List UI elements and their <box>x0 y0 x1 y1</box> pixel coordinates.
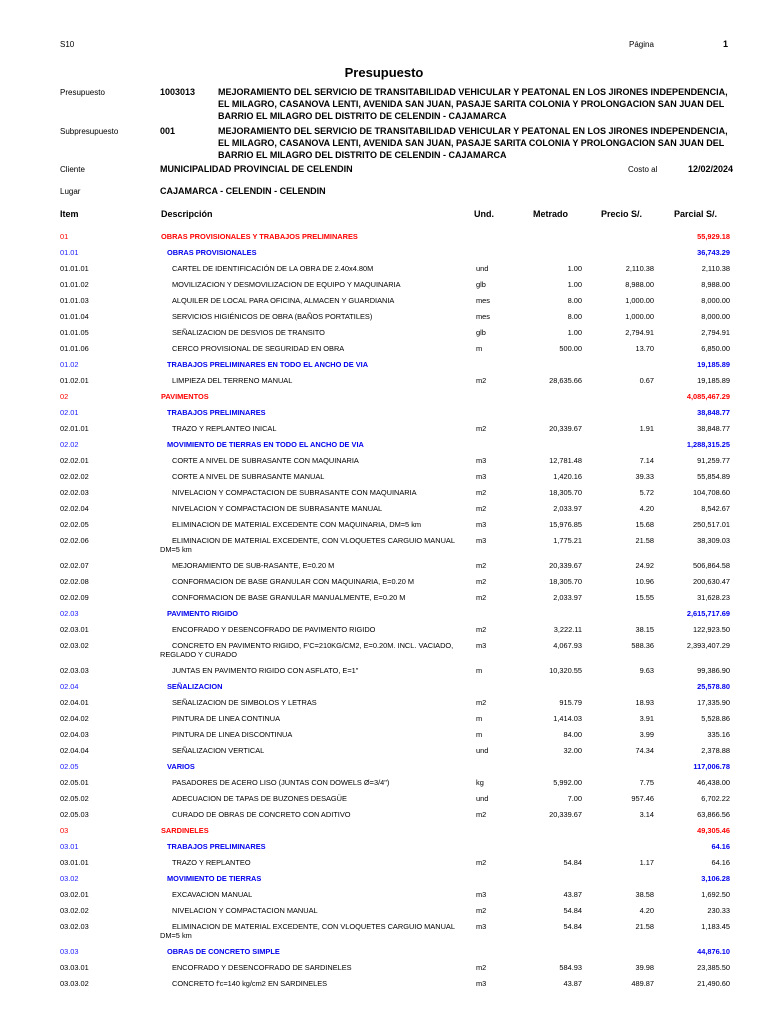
cell-unit: m2 <box>476 858 487 867</box>
cell-description: TRAZO Y REPLANTEO INICAL <box>172 424 277 433</box>
cell-description-continued: REGLADO Y CURADO <box>160 650 237 659</box>
cell-description: CONFORMACION DE BASE GRANULAR CON MAQUINARIA, E=0.20 M <box>172 577 415 586</box>
cell-metrado: 20,339.67 <box>549 810 582 819</box>
cell-description: SERVICIOS HIGIÉNICOS DE OBRA (BAÑOS PORTATILES) <box>172 312 373 321</box>
cell-description: ALQUILER DE LOCAL PARA OFICINA, ALMACEN Y GUARDIANIA <box>172 296 395 305</box>
cell-item: 03.03 <box>60 947 79 956</box>
cell-metrado: 5,992.00 <box>553 778 582 787</box>
cell-parcial: 6,850.00 <box>701 344 730 353</box>
cell-description: SARDINELES <box>161 826 209 835</box>
cell-description: ELIMINACION DE MATERIAL EXCEDENTE CON MAQUINARIA, DM=5 km <box>172 520 422 529</box>
cell-parcial: 55,929.18 <box>697 232 730 241</box>
cell-unit: m2 <box>476 625 487 634</box>
cell-parcial: 31,628.23 <box>697 593 730 602</box>
cell-unit: m3 <box>476 641 487 650</box>
column-header-precio: Precio S/. <box>601 209 643 219</box>
cell-parcial: 5,528.86 <box>701 714 730 723</box>
cell-description: JUNTAS EN PAVIMENTO RIGIDO CON ASFLATO, E=1" <box>172 666 359 675</box>
cell-item: 02.04 <box>60 682 79 691</box>
cell-item: 02.02.02 <box>60 472 89 481</box>
cell-description-continued: DM=5 km <box>160 545 192 554</box>
cell-parcial: 6,702.22 <box>701 794 730 803</box>
cell-description: TRABAJOS PRELIMINARES EN TODO EL ANCHO DE VIA <box>167 360 369 369</box>
cell-unit: m3 <box>476 536 487 545</box>
cell-parcial: 1,183.45 <box>701 922 730 931</box>
cell-description: ADECUACION DE TAPAS DE BUZONES DESAGÜE <box>172 794 347 803</box>
cell-description: NIVELACION Y COMPACTACION MANUAL <box>172 906 318 915</box>
cell-unit: m2 <box>476 577 487 586</box>
cell-unit: m <box>476 344 483 353</box>
cell-description: SEÑALIZACION <box>167 682 223 691</box>
cell-item: 01.01.05 <box>60 328 89 337</box>
cell-description: CARTEL DE IDENTIFICACIÓN DE LA OBRA DE 2.40x4.80M <box>172 264 374 273</box>
cell-description: TRABAJOS PRELIMINARES <box>167 408 266 417</box>
cell-precio: 18.93 <box>635 698 654 707</box>
cell-parcial: 104,708.60 <box>693 488 730 497</box>
cell-parcial: 2,378.88 <box>701 746 730 755</box>
cell-metrado: 54.84 <box>563 858 582 867</box>
column-header-und: Und. <box>474 209 494 219</box>
cell-metrado: 2,033.97 <box>553 504 582 513</box>
cell-parcial: 8,000.00 <box>701 312 730 321</box>
cell-precio: 7.14 <box>639 456 654 465</box>
column-header-item: Item <box>60 209 79 219</box>
cell-metrado: 7.00 <box>567 794 582 803</box>
cell-metrado: 18,305.70 <box>549 488 582 497</box>
cell-description: NIVELACION Y COMPACTACION DE SUBRASANTE MANUAL <box>172 504 383 513</box>
cell-parcial: 36,743.29 <box>697 248 730 257</box>
cell-precio: 5.72 <box>639 488 654 497</box>
cell-item: 03.02.03 <box>60 922 89 931</box>
cell-unit: mes <box>476 312 490 321</box>
cell-unit: m2 <box>476 698 487 707</box>
cell-unit: m2 <box>476 424 487 433</box>
cell-unit: kg <box>476 778 484 787</box>
cell-item: 02.01.01 <box>60 424 89 433</box>
subpresupuesto-label: Subpresupuesto <box>60 127 119 136</box>
cell-item: 03.03.01 <box>60 963 89 972</box>
cell-metrado: 4,067.93 <box>553 641 582 650</box>
cell-precio: 3.99 <box>639 730 654 739</box>
cell-parcial: 21,490.60 <box>697 979 730 988</box>
cell-item: 02.02.09 <box>60 593 89 602</box>
cell-parcial: 17,335.90 <box>697 698 730 707</box>
cell-metrado: 1,775.21 <box>553 536 582 545</box>
cell-parcial: 335.16 <box>707 730 730 739</box>
cell-item: 02.02.04 <box>60 504 89 513</box>
cliente-label: Cliente <box>60 165 85 174</box>
cell-parcial: 19,185.89 <box>697 360 730 369</box>
cell-description: MOVILIZACION Y DESMOVILIZACION DE EQUIPO Y MAQUINARIA <box>172 280 401 289</box>
cell-description: CONCRETO f'c=140 kg/cm2 EN SARDINELES <box>172 979 328 988</box>
cell-unit: m2 <box>476 593 487 602</box>
subpresupuesto-description: MEJORAMIENTO DEL SERVICIO DE TRANSITABILIDAD VEHICULAR Y PEATONAL EN LOS JIRONES INDEPENDENCIA, EL MILAGRO, CASANOVA LENTI, AVENIDA SAN JUAN, PASAJE SARITA COLONIA Y PROLONGACION SAN JUAN DEL BARRIO EL MILAGRO DEL DISTRITO DE CELENDIN - CAJAMARCA <box>218 126 728 160</box>
cell-description: MOVIMIENTO DE TIERRAS <box>167 874 262 883</box>
cell-parcial: 38,848.77 <box>697 408 730 417</box>
subpresupuesto-code: 001 <box>160 126 176 136</box>
cell-precio: 8,988.00 <box>625 280 654 289</box>
cell-metrado: 1.00 <box>567 264 582 273</box>
cell-description: ENCOFRADO Y DESENCOFRADO DE SARDINELES <box>172 963 352 972</box>
cell-item: 02.02.05 <box>60 520 89 529</box>
cell-metrado: 54.84 <box>563 922 582 931</box>
cliente-value: MUNICIPALIDAD PROVINCIAL DE CELENDIN <box>160 164 353 174</box>
cell-metrado: 8.00 <box>567 312 582 321</box>
cell-item: 01.02.01 <box>60 376 89 385</box>
page-title: Presupuesto <box>344 65 424 80</box>
cell-unit: m3 <box>476 979 487 988</box>
cell-parcial: 25,578.80 <box>697 682 730 691</box>
cell-precio: 4.20 <box>639 906 654 915</box>
cell-description: CORTE A NIVEL DE SUBRASANTE CON MAQUINARIA <box>172 456 359 465</box>
cell-unit: m2 <box>476 810 487 819</box>
cell-item: 03.03.02 <box>60 979 89 988</box>
cell-item: 02.05.01 <box>60 778 89 787</box>
cell-metrado: 32.00 <box>563 746 582 755</box>
cell-parcial: 64.16 <box>711 858 730 867</box>
cell-precio: 74.34 <box>635 746 654 755</box>
cell-item: 01.01.02 <box>60 280 89 289</box>
column-header-metrado: Metrado <box>533 209 569 219</box>
cell-metrado: 43.87 <box>563 979 582 988</box>
cell-item: 02.03.02 <box>60 641 89 650</box>
cell-description: OBRAS DE CONCRETO SIMPLE <box>167 947 280 956</box>
cell-parcial: 506,864.58 <box>693 561 730 570</box>
cell-unit: m3 <box>476 890 487 899</box>
cell-precio: 0.67 <box>639 376 654 385</box>
cell-unit: m <box>476 730 483 739</box>
cell-precio: 2,794.91 <box>625 328 654 337</box>
cell-metrado: 1,414.03 <box>553 714 582 723</box>
cell-description: VARIOS <box>167 762 195 771</box>
cell-parcial: 4,085,467.29 <box>686 392 730 401</box>
cell-metrado: 12,781.48 <box>549 456 582 465</box>
cell-unit: m2 <box>476 561 487 570</box>
cell-precio: 2,110.38 <box>625 264 654 273</box>
cell-unit: und <box>476 264 489 273</box>
cell-parcial: 46,438.00 <box>697 778 730 787</box>
costo-label: Costo al <box>628 165 658 174</box>
cell-precio: 39.98 <box>635 963 654 972</box>
cell-item: 02.02 <box>60 440 79 449</box>
cell-metrado: 2,033.97 <box>553 593 582 602</box>
presupuesto-description: MEJORAMIENTO DEL SERVICIO DE TRANSITABILIDAD VEHICULAR Y PEATONAL EN LOS JIRONES INDEPENDENCIA, EL MILAGRO, CASANOVA LENTI, AVENIDA SAN JUAN, PASAJE SARITA COLONIA Y PROLONGACION SAN JUAN DEL BARRIO EL MILAGRO DEL DISTRITO DE CELENDIN - CAJAMARCA <box>218 87 728 121</box>
cell-description: CERCO PROVISIONAL DE SEGURIDAD EN OBRA <box>172 344 345 353</box>
cell-metrado: 18,305.70 <box>549 577 582 586</box>
cell-description: PASADORES DE ACERO LISO (JUNTAS CON DOWELS Ø=3/4") <box>172 778 390 787</box>
cell-description: LIMPIEZA DEL TERRENO MANUAL <box>172 376 293 385</box>
cell-precio: 21.58 <box>635 536 654 545</box>
cell-parcial: 49,305.46 <box>697 826 730 835</box>
cell-item: 02.04.03 <box>60 730 89 739</box>
cell-description: CURADO DE OBRAS DE CONCRETO CON ADITIVO <box>172 810 351 819</box>
cell-parcial: 8,542.67 <box>701 504 730 513</box>
cell-unit: m <box>476 666 483 675</box>
cell-item: 01.01.01 <box>60 264 89 273</box>
cell-item: 02.03.03 <box>60 666 89 675</box>
report-code: S10 <box>60 40 75 49</box>
cell-item: 02.05.03 <box>60 810 89 819</box>
cell-parcial: 8,000.00 <box>701 296 730 305</box>
cell-parcial: 38,309.03 <box>697 536 730 545</box>
cell-unit: m3 <box>476 520 487 529</box>
cell-parcial: 122,923.50 <box>693 625 730 634</box>
cell-parcial: 19,185.89 <box>697 376 730 385</box>
cell-description: MEJORAMIENTO DE SUB-RASANTE, E=0.20 M <box>172 561 335 570</box>
cell-item: 02 <box>60 392 69 401</box>
lugar-value: CAJAMARCA - CELENDIN - CELENDIN <box>160 186 326 196</box>
cell-item: 02.03 <box>60 609 79 618</box>
page-label: Página <box>629 40 654 49</box>
cell-item: 02.04.02 <box>60 714 89 723</box>
cell-metrado: 3,222.11 <box>553 625 582 634</box>
cell-unit: m2 <box>476 488 487 497</box>
cell-description: OBRAS PROVISIONALES <box>167 248 257 257</box>
cell-parcial: 8,988.00 <box>701 280 730 289</box>
cell-unit: und <box>476 794 489 803</box>
cell-unit: m3 <box>476 456 487 465</box>
cell-parcial: 2,393,407.29 <box>686 641 730 650</box>
cell-item: 02.02.03 <box>60 488 89 497</box>
cell-item: 03.02.02 <box>60 906 89 915</box>
cell-unit: glb <box>476 280 486 289</box>
cell-metrado: 1,420.16 <box>553 472 582 481</box>
cell-unit: m2 <box>476 963 487 972</box>
cell-parcial: 2,615,717.69 <box>686 609 730 618</box>
lugar-label: Lugar <box>60 187 81 196</box>
cell-precio: 15.68 <box>635 520 654 529</box>
cell-description: NIVELACION Y COMPACTACION DE SUBRASANTE CON MAQUINARIA <box>172 488 417 497</box>
cell-description: ENCOFRADO Y DESENCOFRADO DE PAVIMENTO RIGIDO <box>172 625 376 634</box>
cell-unit: m <box>476 714 483 723</box>
presupuesto-label: Presupuesto <box>60 88 105 97</box>
cell-metrado: 1.00 <box>567 280 582 289</box>
cell-item: 02.02.01 <box>60 456 89 465</box>
cell-item: 03.02 <box>60 874 79 883</box>
cell-item: 02.05 <box>60 762 79 771</box>
cell-metrado: 28,635.66 <box>549 376 582 385</box>
cell-metrado: 8.00 <box>567 296 582 305</box>
cell-item: 03.01 <box>60 842 79 851</box>
cell-parcial: 44,876.10 <box>697 947 730 956</box>
cell-item: 01.02 <box>60 360 79 369</box>
cell-parcial: 230.33 <box>707 906 730 915</box>
cell-precio: 3.91 <box>639 714 654 723</box>
cell-parcial: 23,385.50 <box>697 963 730 972</box>
cell-unit: m3 <box>476 922 487 931</box>
cell-precio: 957.46 <box>631 794 654 803</box>
cell-metrado: 84.00 <box>563 730 582 739</box>
cell-precio: 489.87 <box>631 979 654 988</box>
cell-parcial: 55,854.89 <box>697 472 730 481</box>
cell-item: 02.02.08 <box>60 577 89 586</box>
cell-metrado: 1.00 <box>567 328 582 337</box>
cell-precio: 21.58 <box>635 922 654 931</box>
cell-metrado: 43.87 <box>563 890 582 899</box>
cell-description: EXCAVACION MANUAL <box>172 890 253 899</box>
cell-item: 01.01.06 <box>60 344 89 353</box>
cell-item: 02.04.04 <box>60 746 89 755</box>
cell-precio: 38.58 <box>635 890 654 899</box>
cell-metrado: 915.79 <box>559 698 582 707</box>
cell-metrado: 54.84 <box>563 906 582 915</box>
cell-parcial: 1,692.50 <box>701 890 730 899</box>
cell-precio: 9.63 <box>639 666 654 675</box>
cell-description: SEÑALIZACION DE DESVIOS DE TRANSITO <box>172 328 325 337</box>
cell-precio: 13.70 <box>635 344 654 353</box>
cell-description: SEÑALIZACION VERTICAL <box>172 746 265 755</box>
cell-parcial: 117,006.78 <box>693 762 730 771</box>
cell-description: TRAZO Y REPLANTEO <box>172 858 251 867</box>
cell-metrado: 20,339.67 <box>549 424 582 433</box>
cell-unit: mes <box>476 296 490 305</box>
cell-precio: 1,000.00 <box>625 312 654 321</box>
cell-item: 01.01.04 <box>60 312 89 321</box>
cell-metrado: 20,339.67 <box>549 561 582 570</box>
cell-description: SEÑALIZACION DE SIMBOLOS Y LETRAS <box>172 698 317 707</box>
column-header-parcial: Parcial S/. <box>674 209 718 219</box>
cell-precio: 588.36 <box>631 641 654 650</box>
cell-item: 02.03.01 <box>60 625 89 634</box>
cell-precio: 1.91 <box>639 424 654 433</box>
cell-unit: glb <box>476 328 486 337</box>
cell-metrado: 10,320.55 <box>549 666 582 675</box>
cell-unit: m2 <box>476 504 487 513</box>
cell-description: CONFORMACION DE BASE GRANULAR MANUALMENTE, E=0.20 M <box>172 593 406 602</box>
cell-item: 01 <box>60 232 69 241</box>
cell-description: CONCRETO EN PAVIMENTO RIGIDO, F'C=210KG/CM2, E=0.20M. INCL. VACIADO, <box>172 641 454 650</box>
cell-description: PINTURA DE LINEA CONTINUA <box>172 714 281 723</box>
cell-precio: 4.20 <box>639 504 654 513</box>
cell-parcial: 38,848.77 <box>697 424 730 433</box>
cell-unit: m3 <box>476 472 487 481</box>
cell-item: 02.05.02 <box>60 794 89 803</box>
cell-parcial: 3,106.28 <box>701 874 730 883</box>
cell-parcial: 63,866.56 <box>697 810 730 819</box>
cell-description: PAVIMENTOS <box>161 392 209 401</box>
cell-description: PAVIMENTO RIGIDO <box>167 609 239 618</box>
cell-metrado: 584.93 <box>559 963 582 972</box>
column-header-descripcion: Descripción <box>161 209 213 219</box>
cell-description: ELIMINACION DE MATERIAL EXCEDENTE, CON VLOQUETES CARGUIO MANUAL <box>172 922 455 931</box>
cell-precio: 7.75 <box>639 778 654 787</box>
cell-precio: 38.15 <box>635 625 654 634</box>
cell-unit: m2 <box>476 906 487 915</box>
cell-description-continued: DM=5 km <box>160 931 192 940</box>
cell-item: 02.01 <box>60 408 79 417</box>
cell-item: 01.01 <box>60 248 79 257</box>
presupuesto-code: 1003013 <box>160 87 196 97</box>
cell-metrado: 15,976.85 <box>549 520 582 529</box>
cell-description: PINTURA DE LINEA DISCONTINUA <box>172 730 293 739</box>
cell-parcial: 250,517.01 <box>693 520 730 529</box>
cell-description: OBRAS PROVISIONALES Y TRABAJOS PRELIMINARES <box>161 232 358 241</box>
cell-description: ELIMINACION DE MATERIAL EXCEDENTE, CON VLOQUETES CARGUIO MANUAL <box>172 536 455 545</box>
cell-item: 01.01.03 <box>60 296 89 305</box>
cell-parcial: 99,386.90 <box>697 666 730 675</box>
cell-parcial: 200,630.47 <box>693 577 730 586</box>
cell-precio: 3.14 <box>639 810 654 819</box>
cell-parcial: 64.16 <box>711 842 730 851</box>
cell-precio: 1.17 <box>639 858 654 867</box>
cell-unit: und <box>476 746 489 755</box>
cell-description: CORTE A NIVEL DE SUBRASANTE MANUAL <box>172 472 325 481</box>
cell-item: 03 <box>60 826 69 835</box>
cell-unit: m2 <box>476 376 487 385</box>
cell-metrado: 500.00 <box>559 344 582 353</box>
cell-precio: 24.92 <box>635 561 654 570</box>
cell-parcial: 91,259.77 <box>697 456 730 465</box>
cell-description: MOVIMIENTO DE TIERRAS EN TODO EL ANCHO DE VIA <box>167 440 364 449</box>
cell-item: 02.02.07 <box>60 561 89 570</box>
cell-description: TRABAJOS PRELIMINARES <box>167 842 266 851</box>
cell-precio: 1,000.00 <box>625 296 654 305</box>
cell-parcial: 1,288,315.25 <box>686 440 730 449</box>
cell-item: 03.01.01 <box>60 858 89 867</box>
cell-precio: 15.55 <box>635 593 654 602</box>
cell-parcial: 2,110.38 <box>701 264 730 273</box>
cell-item: 02.02.06 <box>60 536 89 545</box>
cell-precio: 10.96 <box>635 577 654 586</box>
cell-item: 03.02.01 <box>60 890 89 899</box>
cell-precio: 39.33 <box>635 472 654 481</box>
page-number: 1 <box>723 39 729 49</box>
cell-item: 02.04.01 <box>60 698 89 707</box>
cell-parcial: 2,794.91 <box>701 328 730 337</box>
costo-date: 12/02/2024 <box>688 164 734 174</box>
